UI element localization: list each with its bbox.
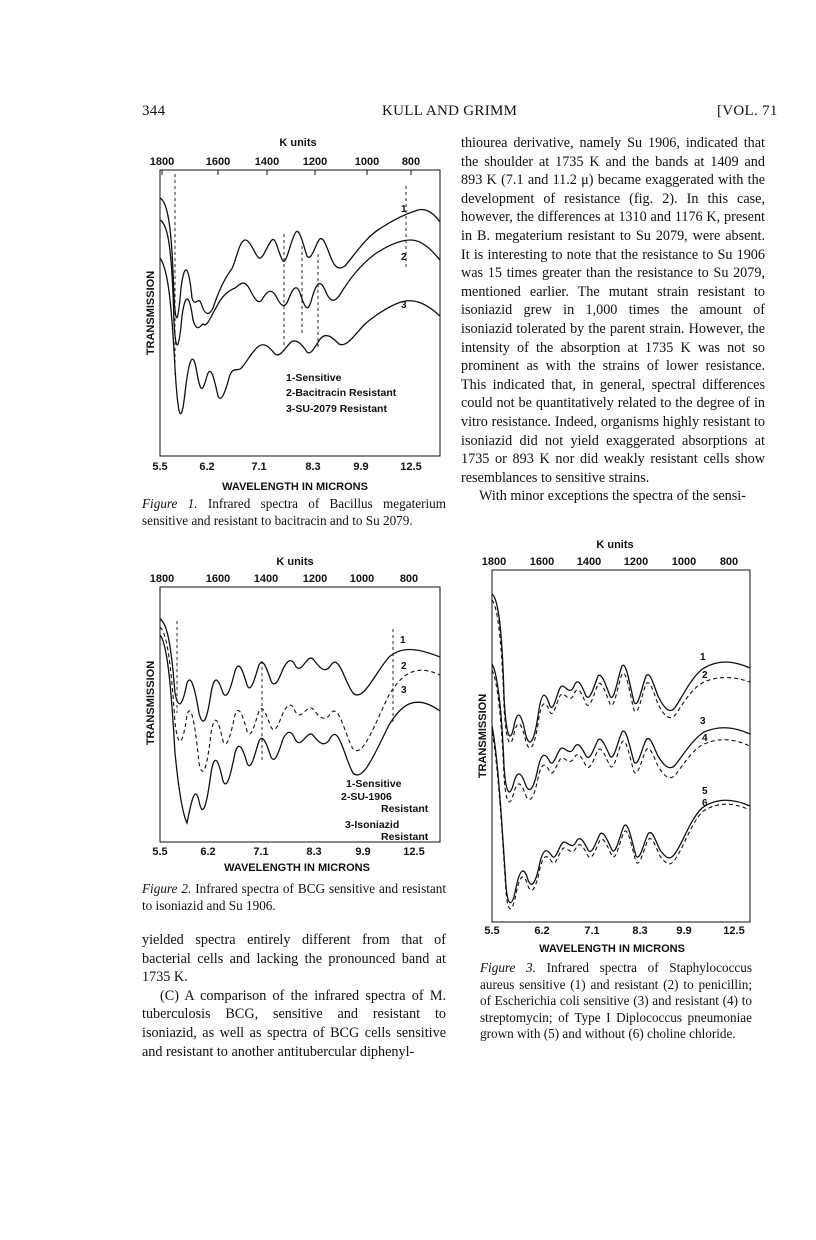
fig3-curve-3	[492, 664, 750, 792]
fig2-legend-entry: 1-Sensitive	[346, 778, 402, 790]
fig3-curve-number: 2	[702, 670, 708, 681]
fig3-top-tick: 800	[719, 556, 739, 568]
fig2-top-tick: 1000	[349, 573, 375, 585]
fig3-top-tick: 1000	[671, 556, 697, 568]
fig2-curve-number: 2	[401, 661, 407, 672]
fig2-top-tick: 1400	[253, 573, 279, 585]
fig1-top-tick: 1600	[205, 156, 231, 168]
fig3-k-units-label: K units	[596, 539, 634, 551]
fig1-bottom-tick: 9.9	[353, 461, 369, 473]
figure-3-caption	[480, 960, 752, 1043]
fig1-curve-1	[160, 198, 440, 318]
figure-2-caption-text: Infrared spectra of BCG sensitive and resistant to isoniazid and Su 1906.	[142, 881, 447, 913]
fig3-y-axis-label: TRANSMISSION	[477, 693, 489, 779]
figure-1-caption-text: Infrared spectra of Bacillus megaterium sensitive and resistant to bacitracin and to Su 2079.	[142, 496, 446, 528]
fig2-top-tick: 800	[399, 573, 419, 585]
fig3-bottom-tick: 7.1	[584, 925, 600, 937]
fig2-legend-entry: Resistant	[381, 803, 429, 815]
fig1-bottom-tick: 6.2	[199, 461, 215, 473]
fig2-top-tick: 1600	[205, 573, 231, 585]
fig2-curve-1	[160, 619, 440, 721]
fig2-legend-entry: 3-Isoniazid	[345, 819, 400, 831]
right-column-text	[461, 134, 765, 506]
fig3-bottom-tick: 6.2	[534, 925, 550, 937]
fig1-top-tick: 1000	[354, 156, 380, 168]
fig1-top-ticks	[150, 156, 420, 168]
figure-1-chart	[135, 128, 455, 495]
fig2-top-ticks	[150, 573, 418, 585]
figure-2-caption	[142, 881, 446, 914]
fig1-curve-2	[160, 220, 440, 345]
fig2-y-axis-label: TRANSMISSION	[145, 660, 157, 746]
fig3-bottom-tick: 9.9	[676, 925, 692, 937]
fig1-legend-entry: 2-Bacitracin Resistant	[286, 387, 397, 399]
page-number: 344	[142, 103, 166, 119]
fig1-k-units-label: K units	[279, 137, 317, 149]
fig3-bottom-tick: 8.3	[632, 925, 648, 937]
figure-3-label: Figure 3.	[480, 960, 536, 975]
fig3-curve-number: 6	[702, 798, 708, 809]
fig1-legend-entry: 3-SU-2079 Resistant	[286, 403, 387, 415]
fig1-curve-number: 2	[401, 252, 407, 263]
figure-2-label: Figure 2.	[142, 881, 192, 896]
fig3-plot-frame	[492, 570, 750, 922]
fig1-bottom-tick: 7.1	[251, 461, 267, 473]
fig1-bottom-tick: 12.5	[400, 461, 422, 473]
fig3-x-axis-label: WAVELENGTH IN MICRONS	[539, 943, 685, 955]
fig3-bottom-tick: 12.5	[723, 925, 745, 937]
running-head-volume: [VOL. 71	[717, 103, 778, 119]
fig2-bottom-tick: 8.3	[306, 846, 322, 858]
fig2-top-tick: 1800	[149, 573, 175, 585]
fig1-curve-number: 3	[401, 300, 407, 311]
fig3-curve-2	[492, 600, 750, 748]
fig3-top-ticks	[482, 556, 738, 568]
fig3-curve-5	[492, 726, 750, 903]
fig1-bottom-ticks	[152, 461, 421, 473]
running-head-authors: KULL AND GRIMM	[382, 103, 518, 119]
left-column-continued-paragraph: yielded spectra entirely different from that of bacterial cells and lacking the pronounced band at 1735 K.	[142, 932, 446, 986]
fig2-curve-2	[160, 627, 440, 771]
fig3-top-tick: 1600	[529, 556, 555, 568]
fig2-bottom-tick: 9.9	[355, 846, 371, 858]
fig3-curve-number: 3	[700, 716, 706, 727]
figure-1-caption	[142, 496, 446, 529]
fig2-bottom-tick: 6.2	[200, 846, 216, 858]
fig1-bottom-tick: 8.3	[305, 461, 321, 473]
fig2-curve-number: 1	[400, 635, 406, 646]
fig2-bottom-ticks	[152, 846, 424, 858]
fig3-curve-number: 4	[702, 733, 708, 744]
figure-2-chart	[135, 553, 455, 878]
fig2-legend-entry: 2-SU-1906	[341, 791, 392, 803]
fig1-x-axis-label: WAVELENGTH IN MICRONS	[222, 481, 368, 493]
fig2-bottom-tick: 7.1	[253, 846, 269, 858]
fig3-curve-6	[492, 732, 750, 909]
fig3-bottom-ticks	[484, 925, 744, 937]
fig2-curve-number: 3	[401, 685, 407, 696]
fig1-legend-entry: 1-Sensitive	[286, 372, 342, 384]
right-column-paragraph-2: With minor exceptions the spectra of the sensi-	[479, 488, 746, 505]
left-column-paragraph-c: (C) A comparison of the infrared spectra of M. tuberculosis BCG, sensitive and resistant to isoniazid, as well as spectra of BCG cells sensitive and resistant to another antitubercular diphenyl-	[142, 987, 446, 1060]
fig2-bottom-tick: 12.5	[403, 846, 425, 858]
fig1-bottom-tick: 5.5	[152, 461, 168, 473]
fig3-top-tick: 1400	[576, 556, 602, 568]
fig3-curve-number: 1	[700, 652, 706, 663]
figure-3-caption-text: Infrared spectra of Staphylococcus aureus sensitive (1) and resistant (2) to penicillin; of Escherichia coli sensitive (3) and resistant (4) to streptomycin; of Type I Diplococcus pneumoniae grown with (5) and without (6) choline chloride.	[480, 960, 753, 1042]
fig2-top-tick: 1200	[302, 573, 328, 585]
fig2-x-axis-label: WAVELENGTH IN MICRONS	[224, 862, 370, 874]
fig1-top-tick: 1200	[302, 156, 328, 168]
fig2-k-units-label: K units	[276, 556, 314, 568]
fig1-top-tick: 1800	[149, 156, 175, 168]
figure-1-label: Figure 1.	[142, 496, 198, 511]
fig1-y-axis-label: TRANSMISSION	[145, 270, 157, 356]
figure-3-chart	[470, 536, 760, 956]
fig2-legend-entry: Resistant	[381, 831, 429, 843]
fig1-top-tick: 1400	[254, 156, 280, 168]
fig3-curve-number: 5	[702, 786, 708, 797]
fig1-curve-number: 1	[401, 204, 407, 215]
fig2-curve-3	[160, 635, 440, 823]
fig1-top-tick: 800	[401, 156, 421, 168]
fig3-top-tick: 1200	[623, 556, 649, 568]
right-column-paragraph-1: thiourea derivative, namely Su 1906, indicated that the shoulder at 1735 K and the bands at 1409 and 893 K (7.1 and 11.2 μ) became exaggerated with the development of resistance (fig. 2). In this case, however, the differences at 1310 and 1176 K, present in B. megaterium resistant to Su 2079, were absent. It is interesting to note that the resistance to Su 1906 was 15 times greater than the resistance to Su 2079, mentioned earlier. The mutant strain resistant to isoniazid grew in 1,000 times the amount of isoniazid tolerated by the parent strain. However, the intensity of the absorption at 1735 K was not so prominent as with the strains of lower resistance. This indicated that, in general, spectral differences could not be quantitatively related to the degree of in vitro resistance. Indeed, organisms highly resistant to isoniazid did not yield exaggerated absorptions at 1735 or 893 K nor did weakly resistant cells show resemblances to sensitive strains.	[461, 135, 765, 486]
fig2-bottom-tick: 5.5	[152, 846, 168, 858]
fig3-top-tick: 1800	[481, 556, 507, 568]
fig3-curve-1	[492, 594, 750, 742]
left-column-text	[142, 931, 446, 1061]
fig3-bottom-tick: 5.5	[484, 925, 500, 937]
